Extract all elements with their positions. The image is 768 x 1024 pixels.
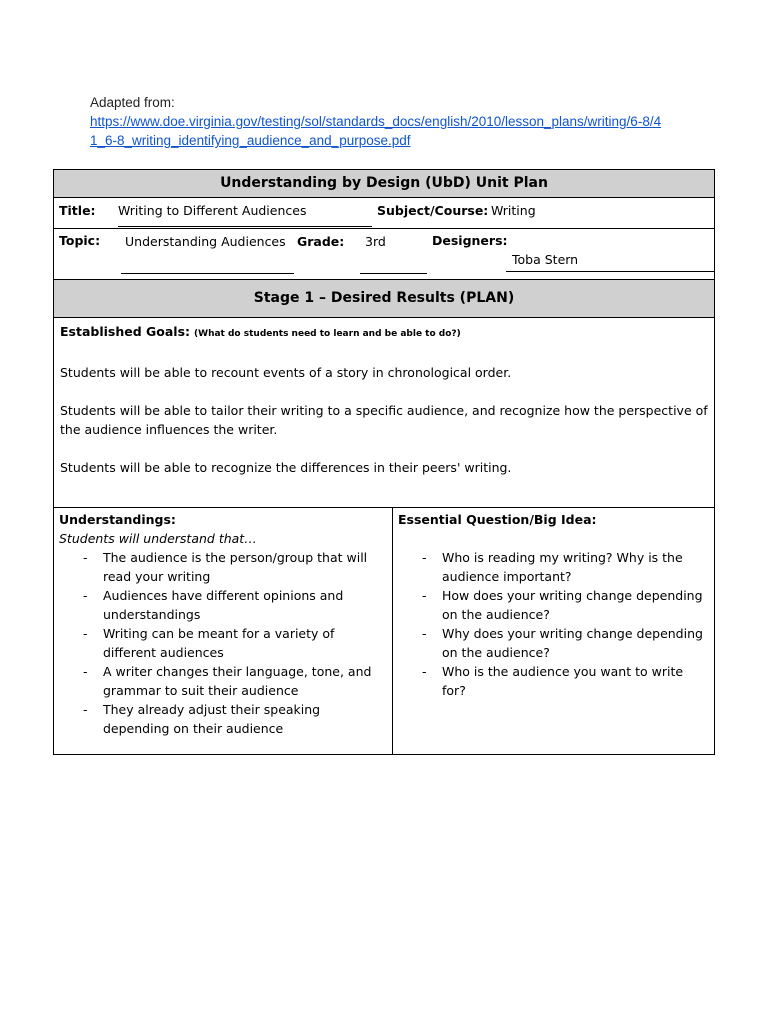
designers-label: Designers: [432,233,508,248]
understandings-section [54,508,714,754]
established-goals [54,318,714,508]
source-link-line2[interactable]: 1_6-8_writing_identifying_audience_and_purpose.pdf [90,133,411,148]
understanding-item: - They already adjust their speaking depending on their audience [103,700,387,738]
topic-underline [121,273,294,274]
essential-question-column [393,508,714,754]
essential-label: Essential Question/Big Idea: [398,512,597,527]
designers-underline [506,271,715,272]
understandings-intro: Students will understand that… [59,531,257,546]
subject-value: Writing [491,203,536,218]
understandings-column [54,508,393,754]
source-label: Adapted from: [90,95,175,110]
title-value: Writing to Different Audiences [118,203,307,218]
title-row [54,198,714,229]
stage1-header: Stage 1 – Desired Results (PLAN) [54,279,714,318]
grade-value: 3rd [365,234,386,249]
goal-item: Students will be able to recount events of a story in chronological order. [60,365,512,380]
goals-label: Established Goals: [60,324,191,339]
understanding-item: - Audiences have different opinions and understandings [103,586,387,624]
topic-value: Understanding Audiences [125,234,286,249]
topic-row [54,229,714,279]
understandings-label: Understandings: [59,512,176,527]
essential-item: - Who is the audience you want to write for? [442,662,709,700]
source-note [90,93,661,150]
designers-value: Toba Stern [512,252,579,267]
essential-item: - How does your writing change depending on the audience? [442,586,709,624]
understanding-item: - The audience is the person/group that will read your writing [103,548,387,586]
understanding-item: - A writer changes their language, tone, and grammar to suit their audience [103,662,387,700]
goals-hint: (What do students need to learn and be able to do?) [194,329,461,339]
subject-label: Subject/Course: [377,203,489,218]
grade-underline [360,273,427,274]
essential-item: - Who is reading my writing? Why is the audience important? [442,548,709,586]
plan-header: Understanding by Design (UbD) Unit Plan [54,170,714,198]
essential-list [398,548,709,700]
goal-item: Students will be able to recognize the differences in their peers' writing. [60,460,512,475]
understandings-list [59,548,387,738]
understanding-item: - Writing can be meant for a variety of different audiences [103,624,387,662]
unit-plan-table [53,169,715,755]
grade-label: Grade: [297,234,345,249]
goal-item: Students will be able to tailor their writing to a specific audience, and recognize how the perspective of the audience influences the writer. [60,403,708,437]
title-underline [118,226,372,227]
topic-label: Topic: [59,233,101,248]
essential-item: - Why does your writing change depending on the audience? [442,624,709,662]
title-label: Title: [59,203,96,218]
source-link-line1[interactable]: https://www.doe.virginia.gov/testing/sol/standards_docs/english/2010/lesson_plans/writing/6-8/4 [90,114,662,129]
